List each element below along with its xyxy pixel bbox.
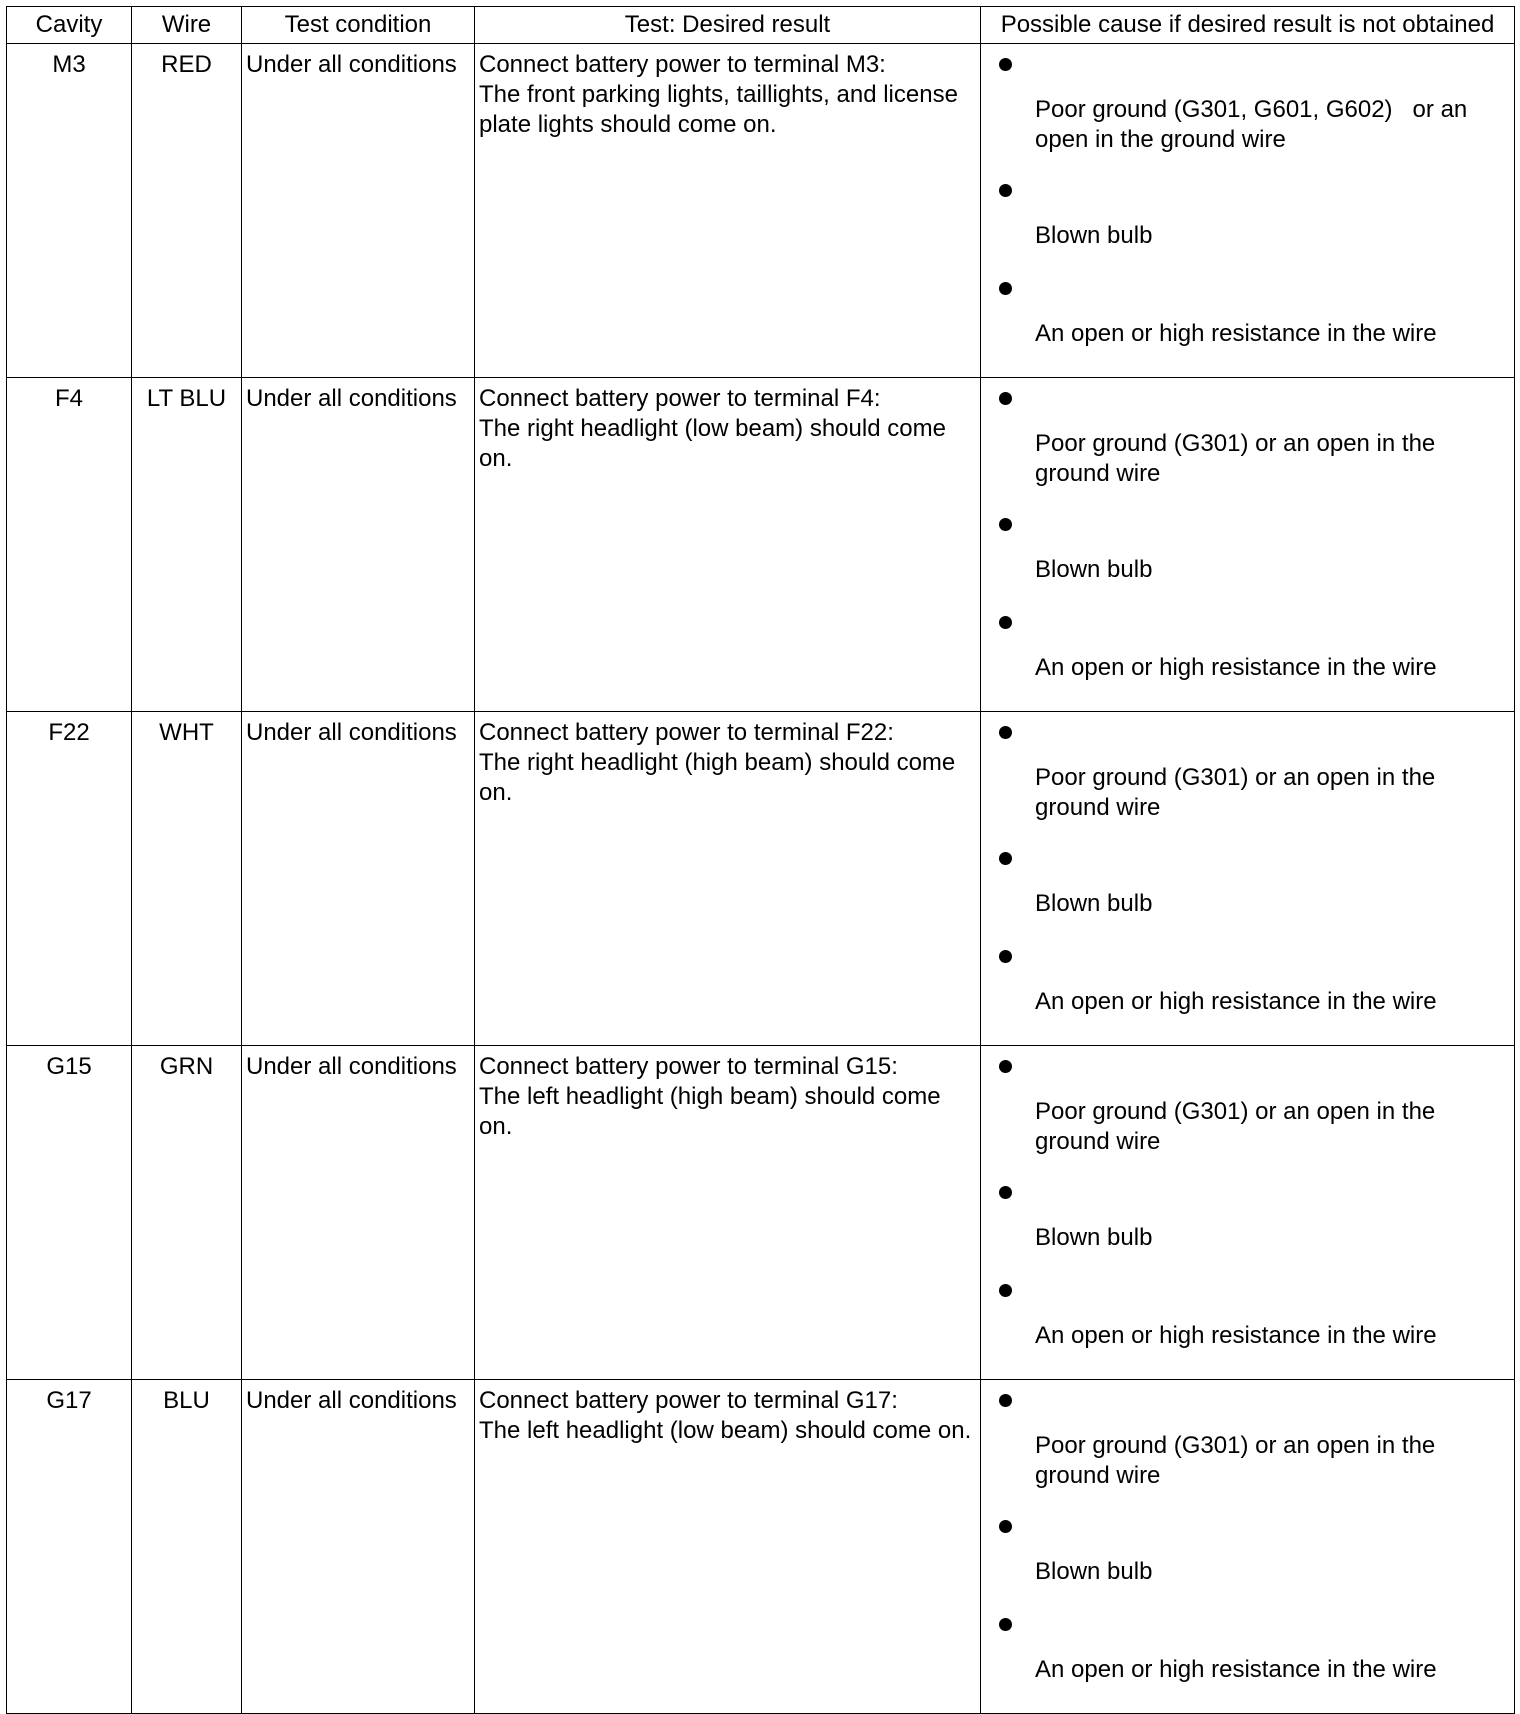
cause-text: An open or high resistance in the wire	[1035, 988, 1437, 1015]
cause-text: Poor ground (G301) or an open in the ground wire	[1035, 430, 1436, 487]
table-row	[7, 712, 1515, 1046]
cause-text: Blown bulb	[1035, 1224, 1153, 1251]
desired-result-cell	[475, 1046, 981, 1380]
cause-text: Blown bulb	[1035, 556, 1153, 583]
cause-text: Poor ground (G301, G601, G602) or an open in the ground wire	[1035, 96, 1468, 153]
desired-result-cell	[475, 44, 981, 378]
header-desired-result: Test: Desired result	[475, 7, 981, 44]
bullet-icon	[999, 518, 1012, 531]
bullet-icon	[999, 184, 1012, 197]
bullet-icon	[999, 950, 1012, 963]
cause-text: Poor ground (G301) or an open in the ground wire	[1035, 1432, 1436, 1489]
possible-cause-cell	[981, 712, 1515, 1046]
desired-result-text: Connect battery power to terminal G17: The left headlight (low beam) should come on.	[479, 1387, 972, 1444]
possible-cause-cell	[981, 378, 1515, 712]
possible-cause-cell	[981, 1380, 1515, 1714]
troubleshooting-table	[6, 6, 1515, 1714]
bullet-icon	[999, 852, 1012, 865]
bullet-icon	[999, 1186, 1012, 1199]
test-condition-cell: Under all conditions	[242, 712, 475, 1046]
cause-list	[981, 1380, 1514, 1707]
cause-text: Poor ground (G301) or an open in the ground wire	[1035, 1098, 1436, 1155]
wire-cell: GRN	[132, 1046, 242, 1380]
desired-result-text: Connect battery power to terminal F22: The right headlight (high beam) should come on.	[479, 719, 956, 806]
header-wire: Wire	[132, 7, 242, 44]
possible-cause-cell	[981, 44, 1515, 378]
cause-list	[981, 44, 1514, 371]
desired-result-cell	[475, 712, 981, 1046]
bullet-icon	[999, 616, 1012, 629]
test-condition-cell: Under all conditions	[242, 1046, 475, 1380]
bullet-icon	[999, 1284, 1012, 1297]
table-body	[7, 44, 1515, 1714]
bullet-icon	[999, 392, 1012, 405]
table-row	[7, 1046, 1515, 1380]
desired-result-cell	[475, 378, 981, 712]
table-row	[7, 378, 1515, 712]
header-test-condition: Test condition	[242, 7, 475, 44]
bullet-icon	[999, 1520, 1012, 1533]
wire-cell: BLU	[132, 1380, 242, 1714]
desired-result-text: Connect battery power to terminal F4: The right headlight (low beam) should come on.	[479, 385, 946, 472]
cause-list	[981, 712, 1514, 1039]
cause-text: An open or high resistance in the wire	[1035, 1656, 1437, 1683]
cause-list	[981, 378, 1514, 705]
desired-result-text: Connect battery power to terminal G15: The left headlight (high beam) should come on.	[479, 1053, 941, 1140]
cavity-cell: G15	[7, 1046, 132, 1380]
cause-text: An open or high resistance in the wire	[1035, 654, 1437, 681]
desired-result-text: Connect battery power to terminal M3: The front parking lights, taillights, and license plate lights should come on.	[479, 51, 958, 138]
cause-list	[981, 1046, 1514, 1373]
bullet-icon	[999, 58, 1012, 71]
bullet-icon	[999, 1394, 1012, 1407]
bullet-icon	[999, 282, 1012, 295]
cavity-cell: M3	[7, 44, 132, 378]
cause-text: An open or high resistance in the wire	[1035, 320, 1437, 347]
test-condition-cell: Under all conditions	[242, 1380, 475, 1714]
cause-text: Blown bulb	[1035, 890, 1153, 917]
bullet-icon	[999, 1060, 1012, 1073]
wire-cell: WHT	[132, 712, 242, 1046]
cavity-cell: F22	[7, 712, 132, 1046]
cause-text: Poor ground (G301) or an open in the ground wire	[1035, 764, 1436, 821]
bullet-icon	[999, 726, 1012, 739]
cause-text: Blown bulb	[1035, 1558, 1153, 1585]
table-row	[7, 44, 1515, 378]
desired-result-cell	[475, 1380, 981, 1714]
cavity-cell: G17	[7, 1380, 132, 1714]
wire-cell: LT BLU	[132, 378, 242, 712]
header-possible-cause: Possible cause if desired result is not obtained	[981, 7, 1515, 44]
header-row	[7, 7, 1515, 44]
bullet-icon	[999, 1618, 1012, 1631]
possible-cause-cell	[981, 1046, 1515, 1380]
cavity-cell: F4	[7, 378, 132, 712]
cause-text: An open or high resistance in the wire	[1035, 1322, 1437, 1349]
wire-cell: RED	[132, 44, 242, 378]
test-condition-cell: Under all conditions	[242, 44, 475, 378]
test-condition-cell: Under all conditions	[242, 378, 475, 712]
header-cavity: Cavity	[7, 7, 132, 44]
cause-text: Blown bulb	[1035, 222, 1153, 249]
table-row	[7, 1380, 1515, 1714]
